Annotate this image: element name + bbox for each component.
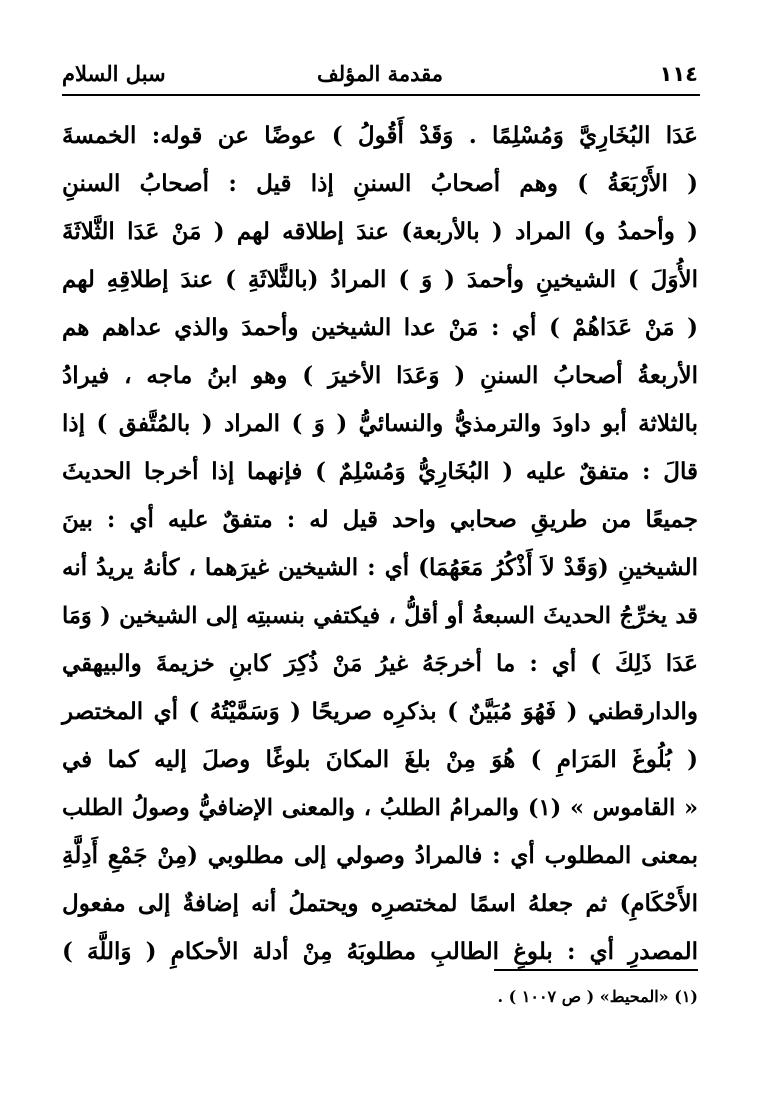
- text-line: جميعًا من طريقِ صحابي واحد قيل له : متفقٌ عليه أي : بينَ: [62, 506, 698, 533]
- book-title: سبل السلام: [62, 61, 166, 86]
- text-line: بالثلاثة أبو داودَ والترمذيُّ والنسائيُّ ( وَ ) المراد ( بالمُتَّفق ) إذا: [62, 410, 698, 437]
- text-line: قالَ : متفقٌ عليه ( البُخَارِيُّ وَمُسْلِمٌ ) فإنهما إذا أخرجا الحديثَ: [62, 458, 698, 485]
- text-line: والدارقطني ( فَهُوَ مُبَيَّنٌ ) بذكرِه صريحًا ( وَسَمَّيْتُهُ ) أي المختصر: [62, 698, 698, 725]
- text-line: ( مَنْ عَدَاهُمْ ) أي : مَنْ عدا الشيخين وأحمدَ والذي عداهم هم: [62, 314, 698, 341]
- text-line: الأُوَلَ ) الشيخينِ وأحمدَ ( وَ ) المرادُ (بالثَّلاثَةِ ) عندَ إطلاقِهِ لهم: [62, 266, 698, 293]
- text-line: عَدَا البُخَارِيَّ وَمُسْلِمًا . وَقَدْ أَقُولُ ) عوضًا عن قوله: الخمسةَ: [62, 122, 698, 149]
- page-header: [62, 58, 698, 90]
- text-line: قد يخرِّجُ الحديثَ السبعةُ أو أقلُّ ، فيكتفي بنسبتِه إلى الشيخين ( وَمَا: [62, 603, 698, 629]
- text-line: ( وأحمدُ و) المراد ( بالأربعة) عندَ إطلاقه لهم ( مَنْ عَدَا الثَّلاثَةَ: [62, 218, 698, 245]
- text-line: الأربعةُ أصحابُ السننِ ( وَعَدَا الأخيرَ ) وهو ابنُ ماجه ، فيرادُ: [62, 362, 698, 389]
- text-line: الشيخينِ (وَقَدْ لاَ أَذْكُرُ مَعَهُمَا) أي : الشيخين غيرَهما ، كأنهُ يريدُ أنه: [62, 554, 698, 581]
- text-line: الأَحْكَامِ) ثم جعلهُ اسمًا لمختصرِه ويحتملُ أنه إضافةٌ إلى مفعول: [62, 890, 698, 917]
- body-text: [62, 112, 698, 976]
- text-line: عَدَا ذَلِكَ ) أي : ما أخرجَهُ غيرُ مَنْ ذُكِرَ كابنِ خزيمةَ والبيهقي: [62, 650, 698, 677]
- footnote-divider: [494, 969, 698, 971]
- footnote: (١) «المحيط» ( ص ١٠٠٧ ) .: [497, 987, 698, 1006]
- page-number: ١١٤: [659, 62, 698, 86]
- chapter-title: مقدمة المؤلف: [316, 61, 444, 86]
- text-line: المصدرِ أي : بلوغِ الطالبِ مطلوبَهُ مِنْ أدلة الأحكامِ ( وَاللَّهَ ): [62, 938, 698, 965]
- text-line: ( بُلُوغَ المَرَامِ ) هُوَ مِنْ بلغَ المكانَ بلوغًا وصلَ إليه كما في: [62, 746, 698, 773]
- text-line: بمعنى المطلوب أي : فالمرادُ وصولي إلى مطلوبي (مِنْ جَمْعِ أَدِلَّةِ: [62, 842, 698, 869]
- text-line: ( الأَرْبَعَةُ ) وهم أصحابُ السننِ إذا قيل : أصحابُ السننِ: [62, 170, 698, 197]
- header-divider: [62, 94, 700, 96]
- text-line: « القاموس » (١) والمرامُ الطلبُ ، والمعنى الإضافيُّ وصولُ الطلب: [62, 795, 699, 821]
